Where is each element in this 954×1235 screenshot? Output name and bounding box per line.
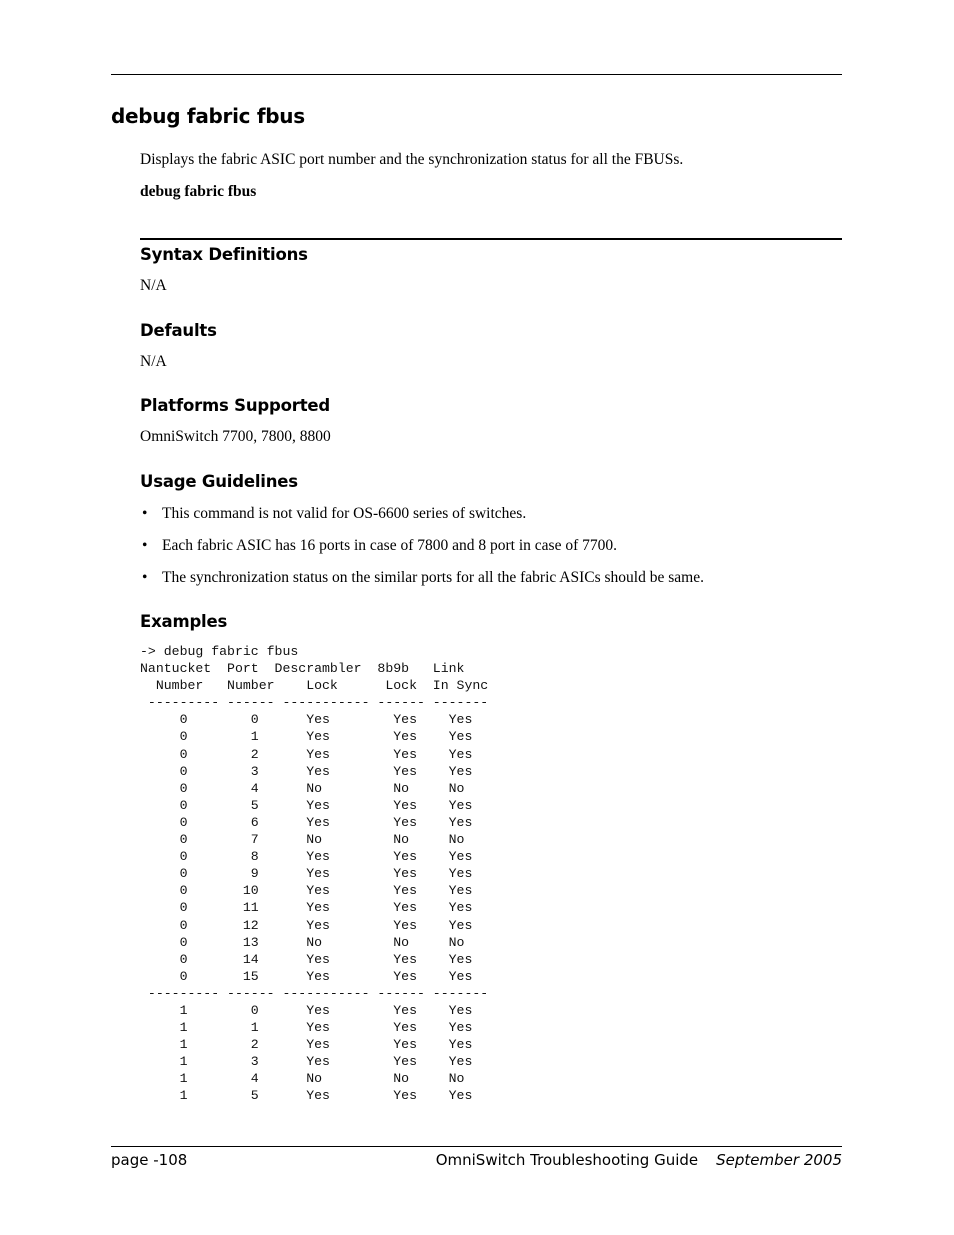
list-item-text: Each fabric ASIC has 16 ports in case of 7800 and 8 port in case of 7700. [162,537,617,554]
code-line: 0 11 Yes Yes Yes [140,900,473,916]
code-line: 1 5 Yes Yes Yes [140,1088,473,1104]
bullet-icon: • [142,537,148,554]
code-line: --------- ------ ----------- ------ ------- [140,695,489,711]
section-rule [140,238,842,240]
footer-guide-title: OmniSwitch Troubleshooting Guide [435,1151,699,1169]
defaults-text: N/A [140,353,167,370]
footer-rule [111,1146,842,1147]
code-line: 0 5 Yes Yes Yes [140,797,473,813]
code-line: Nantucket Port Descrambler 8b9b Link [140,661,465,677]
code-line: 1 2 Yes Yes Yes [140,1037,473,1053]
list-item-text: This command is not valid for OS-6600 series of switches. [162,505,527,522]
code-line: 1 3 Yes Yes Yes [140,1054,473,1070]
usage-guidelines-list [140,504,704,600]
syntax-definitions-heading: Syntax Definitions [140,245,308,264]
code-line: 0 3 Yes Yes Yes [140,763,473,779]
code-line: 0 15 Yes Yes Yes [140,968,473,984]
code-line: 0 2 Yes Yes Yes [140,746,473,762]
command-syntax: debug fabric fbus [140,183,257,200]
code-line: --------- ------ ----------- ------ ------- [140,985,489,1001]
defaults-heading: Defaults [140,321,217,340]
code-line: 0 6 Yes Yes Yes [140,814,473,830]
code-line: 0 0 Yes Yes Yes [140,712,473,728]
code-line: 1 1 Yes Yes Yes [140,1020,473,1036]
platforms-text: OmniSwitch 7700, 7800, 8800 [140,428,331,445]
command-description: Displays the fabric ASIC port number and the synchronization status for all the FBUSs. [140,151,684,168]
code-line: 0 10 Yes Yes Yes [140,883,473,899]
code-line: 0 8 Yes Yes Yes [140,849,473,865]
code-line: Number Number Lock Lock In Sync [140,678,489,694]
code-line: -> debug fabric fbus [140,644,299,659]
list-item [140,504,704,536]
list-item-text: The synchronization status on the similar ports for all the fabric ASICs should be same. [162,569,704,586]
code-line: 0 12 Yes Yes Yes [140,917,473,933]
platforms-heading: Platforms Supported [140,396,330,415]
syntax-definitions-text: N/A [140,277,167,294]
code-line: 0 14 Yes Yes Yes [140,951,473,967]
code-line: 0 7 No No No [140,832,465,848]
examples-heading: Examples [140,612,228,631]
code-line: 1 4 No No No [140,1071,465,1087]
footer-page-number: page -108 [111,1151,188,1169]
code-line: 1 0 Yes Yes Yes [140,1002,473,1018]
code-line: 0 4 No No No [140,780,465,796]
code-line: 0 13 No No No [140,934,465,950]
bullet-icon: • [142,569,148,586]
command-title: debug fabric fbus [111,104,305,128]
header-rule [111,74,842,75]
bullet-icon: • [142,505,148,522]
usage-guidelines-heading: Usage Guidelines [140,472,298,491]
code-line: 0 1 Yes Yes Yes [140,729,473,745]
list-item [140,536,704,568]
footer-date: September 2005 [716,1151,842,1169]
example-code-block [140,643,488,1105]
list-item [140,568,704,600]
code-line: 0 9 Yes Yes Yes [140,866,473,882]
footer-right [436,1151,842,1169]
